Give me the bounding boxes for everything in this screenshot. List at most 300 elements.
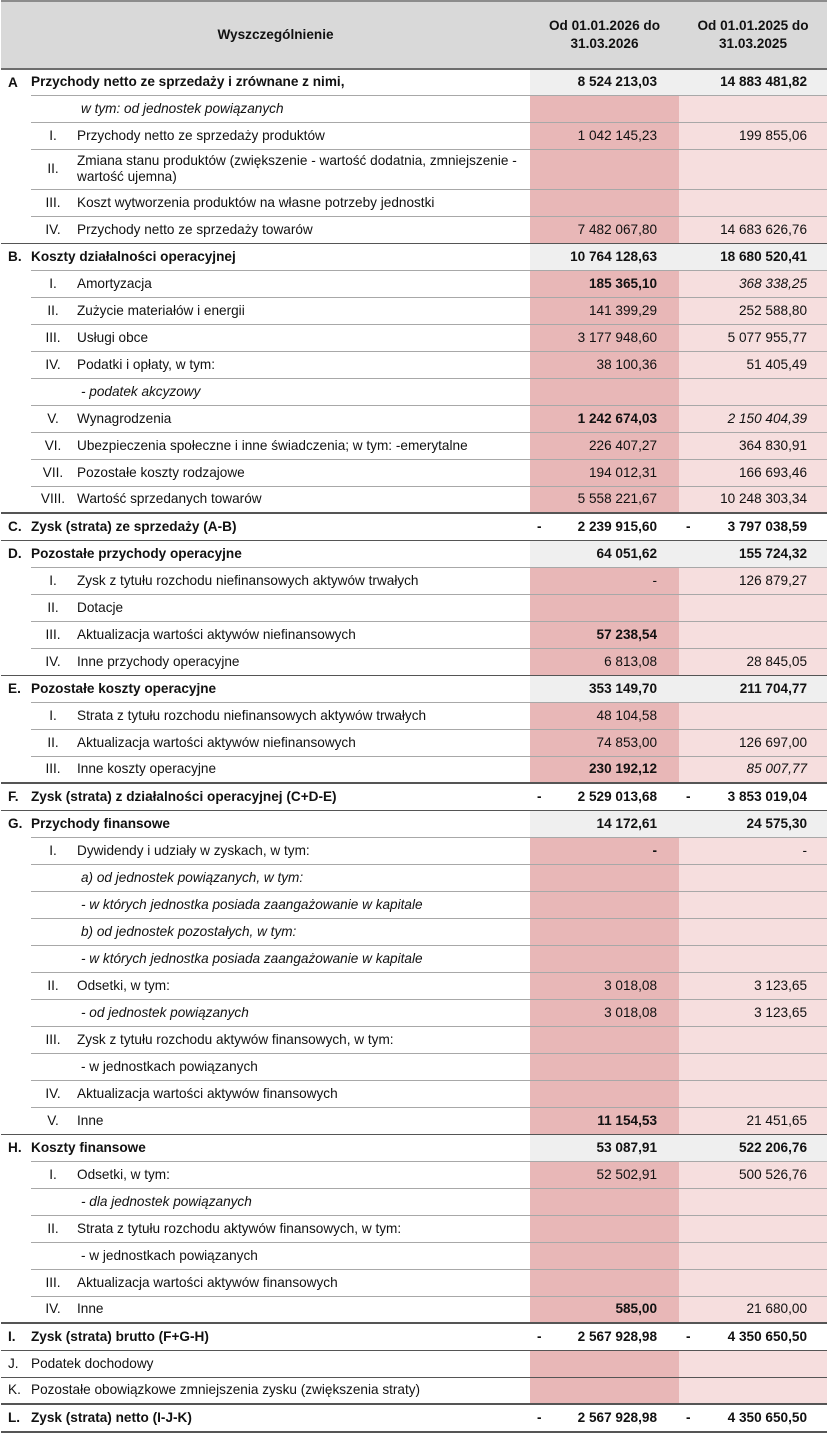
value-cell-2026 [530,324,679,351]
value-cell-2025 [679,189,827,216]
row-spacer [1,297,31,324]
row-index [31,864,75,891]
value-text: 14 172,61 [596,815,658,831]
value-cell-2026 [530,95,679,122]
row-spacer [1,891,31,918]
value-cell-2026 [530,756,679,783]
table-row [1,621,827,648]
value-text: 28 845,05 [746,653,808,669]
row-label: b) od jednostek pozostałych, w tym: [75,918,530,945]
row-spacer [1,756,31,783]
row-index: II. [31,594,75,621]
value-cell-2025 [679,270,827,297]
row-label: Pozostałe koszty rodzajowe [75,459,530,486]
value-cell-2026 [530,1107,679,1134]
value-text: 38 100,36 [596,356,658,372]
row-label: - podatek akcyzowy [75,378,530,405]
minus-sign: - [686,788,691,804]
row-label: Odsetki, w tym: [75,1161,530,1188]
value-cell-2025 [679,1296,827,1323]
table-row [1,702,827,729]
table-row [1,756,827,783]
value-text: 3 018,08 [604,977,658,993]
table-row [1,243,827,270]
value-text: 500 526,76 [738,1166,808,1182]
row-index: III. [31,189,75,216]
table-row [1,1269,827,1296]
value-cell-2025 [679,594,827,621]
value-text: 2 567 928,98 [577,1328,658,1344]
row-spacer [1,149,31,189]
row-label: Aktualizacja wartości aktywów finansowych [75,1080,530,1107]
value-cell-2026 [530,1188,679,1215]
minus-sign: - [537,518,542,534]
table-row [1,378,827,405]
row-index: VIII. [31,486,75,513]
value-cell-2026 [530,972,679,999]
row-spacer [1,837,31,864]
value-cell-2026 [530,1377,679,1404]
value-cell-2025 [679,1269,827,1296]
row-letter: J. [1,1350,31,1377]
row-spacer [1,189,31,216]
value-cell-2025 [679,837,827,864]
value-cell-2026 [530,918,679,945]
header-period-2025 [679,1,827,69]
value-cell-2025 [679,243,827,270]
row-letter: E. [1,675,31,702]
minus-sign: - [686,1328,691,1344]
value-text: 3 123,65 [754,1004,808,1020]
row-spacer [1,594,31,621]
value-text: 74 853,00 [596,734,658,750]
value-cell-2025 [679,1323,827,1350]
table-row [1,837,827,864]
value-text: 21 680,00 [746,1301,808,1317]
table-header-row [1,1,827,69]
table-row [1,122,827,149]
value-text: 3 797 038,59 [727,518,808,534]
row-index [31,891,75,918]
value-cell-2026 [530,1323,679,1350]
row-spacer [1,95,31,122]
row-label: Odsetki, w tym: [75,972,530,999]
value-text: 14 883 481,82 [720,74,808,90]
row-label: Koszty działalności operacyjnej [31,243,530,270]
table-row [1,999,827,1026]
profit-loss-table [1,0,827,1433]
value-text: 1 242 674,03 [577,410,658,426]
row-spacer [1,270,31,297]
value-cell-2026 [530,351,679,378]
row-spacer [1,405,31,432]
row-spacer [1,1161,31,1188]
row-label: Koszty finansowe [31,1134,530,1161]
row-label: Wartość sprzedanych towarów [75,486,530,513]
value-cell-2026 [530,1161,679,1188]
value-text: 126 879,27 [738,572,808,588]
row-index: III. [31,621,75,648]
header-period-2026-line2: 31.03.2026 [570,36,639,51]
value-text: 10 764 128,63 [570,248,658,264]
value-text: 353 149,70 [588,680,658,696]
minus-sign: - [537,1410,542,1425]
value-text: 51 405,49 [746,356,808,372]
row-label: Pozostałe przychody operacyjne [31,540,530,567]
row-label: Pozostałe obowiązkowe zmniejszenia zysku (zwiększenia straty) [31,1377,530,1404]
value-text: 53 087,91 [596,1139,658,1155]
table-row [1,945,827,972]
value-cell-2025 [679,1188,827,1215]
row-label: Zysk (strata) ze sprzedaży (A-B) [31,513,530,540]
row-spacer [1,945,31,972]
value-text: 211 704,77 [739,680,808,696]
table-body [1,69,827,1432]
value-text: 3 853 019,04 [727,788,808,804]
row-spacer [1,999,31,1026]
row-label: - od jednostek powiązanych [75,999,530,1026]
table-row [1,1323,827,1350]
value-text: 2 529 013,68 [577,788,658,804]
row-spacer [1,864,31,891]
value-cell-2026 [530,1215,679,1242]
value-text: 3 018,08 [604,1004,658,1020]
table-row [1,1134,827,1161]
value-cell-2025 [679,729,827,756]
value-text: 64 051,62 [596,545,658,561]
value-text: 24 575,30 [746,815,808,831]
row-spacer [1,702,31,729]
row-letter: D. [1,540,31,567]
row-index: I. [31,702,75,729]
value-cell-2026 [530,270,679,297]
value-cell-2025 [679,432,827,459]
table-row [1,69,827,95]
value-cell-2026 [530,122,679,149]
row-spacer [1,351,31,378]
value-text: 4 350 650,50 [727,1410,808,1425]
value-cell-2025 [679,1080,827,1107]
value-cell-2025 [679,567,827,594]
row-index: I. [31,1161,75,1188]
row-spacer [1,122,31,149]
minus-sign: - [537,788,542,804]
table-row [1,216,827,243]
header-description: Wyszczególnienie [1,1,530,69]
table-row [1,1350,827,1377]
value-text: 85 007,77 [746,761,808,777]
row-index: III. [31,1269,75,1296]
value-text: 2 239 915,60 [577,518,658,534]
value-text: 585,00 [615,1301,658,1317]
value-cell-2026 [530,149,679,189]
row-spacer [1,1215,31,1242]
row-label: Zmiana stanu produktów (zwiększenie - wartość dodatnia, zmniejszenie - wartość ujemna) [75,149,530,189]
table-row [1,918,827,945]
minus-sign: - [537,1328,542,1344]
table-row [1,594,827,621]
row-label: a) od jednostek powiązanych, w tym: [75,864,530,891]
row-letter: L. [1,1404,31,1432]
value-cell-2026 [530,621,679,648]
row-spacer [1,216,31,243]
value-cell-2025 [679,648,827,675]
table-row [1,675,827,702]
row-index: V. [31,405,75,432]
value-cell-2025 [679,972,827,999]
row-index: VII. [31,459,75,486]
value-cell-2025 [679,756,827,783]
row-label: - w których jednostka posiada zaangażowanie w kapitale [75,891,530,918]
value-text: 18 680 520,41 [720,248,808,264]
value-cell-2025 [679,378,827,405]
value-text: 141 399,29 [588,302,658,318]
value-text: 3 177 948,60 [577,329,658,345]
row-index: IV. [31,1296,75,1323]
value-text: 126 697,00 [738,734,808,750]
value-cell-2026 [530,891,679,918]
header-period-2026-line1: Od 01.01.2026 do [548,18,661,33]
row-index [31,1242,75,1269]
table-row [1,864,827,891]
row-spacer [1,1296,31,1323]
minus-sign: - [686,1410,691,1425]
value-text: 2 567 928,98 [577,1410,658,1425]
value-cell-2025 [679,1053,827,1080]
value-text: 48 104,58 [596,707,658,723]
value-cell-2025 [679,405,827,432]
row-label: Zysk (strata) netto (I-J-K) [31,1404,530,1432]
value-cell-2026 [530,243,679,270]
row-label: Aktualizacja wartości aktywów niefinansowych [75,621,530,648]
table-row [1,459,827,486]
value-cell-2026 [530,1269,679,1296]
value-cell-2026 [530,540,679,567]
value-cell-2025 [679,621,827,648]
value-cell-2025 [679,891,827,918]
row-letter: F. [1,783,31,810]
row-label: Strata z tytułu rozchodu niefinansowych aktywów trwałych [75,702,530,729]
value-cell-2026 [530,1053,679,1080]
row-label: Usługi obce [75,324,530,351]
value-cell-2025 [679,149,827,189]
row-label: Przychody netto ze sprzedaży i zrównane z nimi, [31,69,530,95]
row-index: II. [31,729,75,756]
value-text: 166 693,46 [738,464,808,480]
table-row [1,783,827,810]
row-letter: G. [1,810,31,837]
row-label: - w których jednostka posiada zaangażowanie w kapitale [75,945,530,972]
value-cell-2025 [679,999,827,1026]
row-label: Inne [75,1296,530,1323]
row-spacer [1,324,31,351]
row-label: - dla jednostek powiązanych [75,1188,530,1215]
value-text: 10 248 303,34 [720,491,808,507]
row-label: w tym: od jednostek powiązanych [75,95,530,122]
row-letter: H. [1,1134,31,1161]
table-row [1,189,827,216]
value-cell-2025 [679,918,827,945]
row-spacer [1,432,31,459]
value-cell-2026 [530,783,679,810]
table-row [1,891,827,918]
row-index: I. [31,122,75,149]
table-row [1,648,827,675]
value-cell-2025 [679,1026,827,1053]
row-spacer [1,567,31,594]
table-row [1,1377,827,1404]
header-period-2026 [530,1,679,69]
row-label: Zużycie materiałów i energii [75,297,530,324]
value-cell-2025 [679,69,827,95]
row-index: IV. [31,648,75,675]
row-label: Ubezpieczenia społeczne i inne świadczenia; w tym: -emerytalne [75,432,530,459]
value-text: 7 482 067,80 [577,221,658,237]
row-letter: K. [1,1377,31,1404]
value-cell-2025 [679,1377,827,1404]
table-row [1,810,827,837]
value-cell-2025 [679,1242,827,1269]
value-cell-2026 [530,513,679,540]
value-cell-2026 [530,1242,679,1269]
minus-sign: - [686,518,691,534]
value-cell-2025 [679,864,827,891]
row-index [31,1053,75,1080]
table-row [1,486,827,513]
row-spacer [1,459,31,486]
value-text: 11 154,53 [597,1112,658,1128]
row-label: Inne [75,1107,530,1134]
row-index [31,378,75,405]
table-row [1,729,827,756]
value-cell-2026 [530,837,679,864]
value-cell-2026 [530,297,679,324]
value-text: 199 855,06 [738,127,808,143]
table-row [1,324,827,351]
row-index [31,1188,75,1215]
row-spacer [1,648,31,675]
row-label: Inne koszty operacyjne [75,756,530,783]
row-index: I. [31,837,75,864]
value-cell-2026 [530,810,679,837]
row-label: Przychody netto ze sprzedaży produktów [75,122,530,149]
row-index: II. [31,1215,75,1242]
value-text: 5 558 221,67 [577,491,658,507]
row-index: III. [31,1026,75,1053]
row-label: Dywidendy i udziały w zyskach, w tym: [75,837,530,864]
value-cell-2025 [679,540,827,567]
row-letter: A [1,69,31,95]
row-index: IV. [31,1080,75,1107]
table-row [1,540,827,567]
row-spacer [1,1269,31,1296]
value-cell-2026 [530,1026,679,1053]
header-period-2025-line1: Od 01.01.2025 do [697,18,809,33]
row-index: III. [31,756,75,783]
row-index [31,918,75,945]
row-letter: B. [1,243,31,270]
value-text: 194 012,31 [588,464,658,480]
row-label: Inne przychody operacyjne [75,648,530,675]
row-index: III. [31,324,75,351]
row-spacer [1,1188,31,1215]
value-cell-2026 [530,1296,679,1323]
row-spacer [1,729,31,756]
row-index: I. [31,270,75,297]
value-cell-2025 [679,1350,827,1377]
row-index [31,999,75,1026]
row-index: II. [31,297,75,324]
value-text: - [802,842,808,858]
value-text: 252 588,80 [738,302,808,318]
value-cell-2025 [679,702,827,729]
value-text: 14 683 626,76 [720,221,808,237]
value-text: 185 365,10 [588,275,658,291]
row-label: Podatek dochodowy [31,1350,530,1377]
value-cell-2025 [679,216,827,243]
table-row [1,1188,827,1215]
value-text: 5 077 955,77 [727,329,808,345]
row-spacer [1,1080,31,1107]
value-cell-2026 [530,864,679,891]
row-label: Zysk z tytułu rozchodu aktywów finansowych, w tym: [75,1026,530,1053]
value-cell-2025 [679,1134,827,1161]
row-spacer [1,1242,31,1269]
header-period-2025-line2: 31.03.2025 [718,36,788,51]
value-text: 155 724,32 [738,545,808,561]
value-text: 226 407,27 [588,437,658,453]
value-cell-2025 [679,486,827,513]
row-index: IV. [31,216,75,243]
row-label: Amortyzacja [75,270,530,297]
value-cell-2026 [530,567,679,594]
value-text: - [652,572,658,588]
value-cell-2026 [530,486,679,513]
table-row [1,149,827,189]
row-label: Koszt wytworzenia produktów na własne potrzeby jednostki [75,189,530,216]
table-row [1,95,827,122]
table-row [1,513,827,540]
table-row [1,567,827,594]
row-label: Aktualizacja wartości aktywów niefinansowych [75,729,530,756]
value-cell-2026 [530,1404,679,1432]
table-row [1,1080,827,1107]
value-cell-2026 [530,1134,679,1161]
row-letter: I. [1,1323,31,1350]
value-text: 57 238,54 [596,626,658,642]
value-cell-2025 [679,675,827,702]
row-spacer [1,918,31,945]
row-spacer [1,486,31,513]
row-label: Zysk z tytułu rozchodu niefinansowych aktywów trwałych [75,567,530,594]
value-text: - [652,842,658,858]
table-row [1,351,827,378]
table-row [1,405,827,432]
value-cell-2025 [679,513,827,540]
row-index: I. [31,567,75,594]
table-row [1,1242,827,1269]
row-index [31,945,75,972]
value-cell-2026 [530,999,679,1026]
row-label: Zysk (strata) z działalności operacyjnej (C+D-E) [31,783,530,810]
value-cell-2025 [679,945,827,972]
value-cell-2025 [679,95,827,122]
value-cell-2026 [530,729,679,756]
value-cell-2025 [679,297,827,324]
value-cell-2025 [679,1404,827,1432]
row-index: V. [31,1107,75,1134]
row-index [31,95,75,122]
